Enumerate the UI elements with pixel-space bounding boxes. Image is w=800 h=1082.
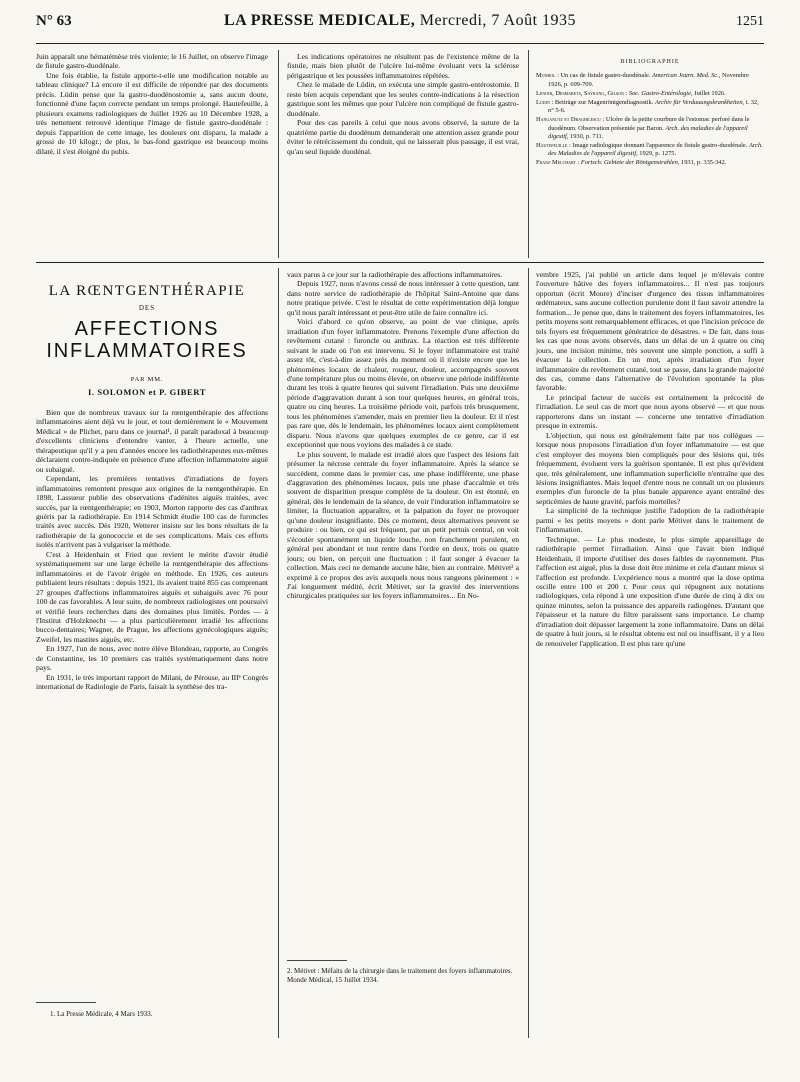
bib-src: Arch. des maladies de l'appareil digestif [548,124,748,140]
article-title-des: DES [138,304,156,312]
bib-author: Monrol [536,72,556,80]
bib-src: Arch. des Maladies de l'appareil digestif [548,142,763,158]
bib-author: Lenoir, Desmarets, Sayrang, Gilson [536,89,624,97]
column-divider [278,268,279,1038]
bibliography-entry [536,90,764,98]
bib-tail: , t. 32, n° 5-6. [548,99,759,115]
article-column-2 [287,270,519,601]
bibliography-list [536,72,764,167]
bibliography-entry [536,116,764,141]
bib-src: Soc. Gastro-Entérologie [628,89,691,97]
paragraph: vembre 1925, j'ai publié un article dans lequel je m'élevais contre l'ouverture hâtive des foyers inflammatoires... Il n'est pas toujours opportun (écrit Moure) d'inciser d'urgence des tissus inflammatoires œdémateux, sans aucune collection purulente dont il faut savoir attendre la formation... Je pense que, dans le traitement des foyers inflammatoires, les petits moyens sont remarquablement efficaces, et que l'incision précoce de tels foyers est fréquemment génératrice de désastres. » De fait, dans tous les cas que nous avons observés, dans un délai de un à quatre ou cinq jours, une incision minime, très souvent une simple ponction, a suffi à évacuer la collection. En un mot, après irradiation d'un foyer inflammatoire du revêtement cutané, tout se passe, dans la grande majorité des cas, comme dans l'alternative de l'évolution spontanée la plus favorable. [536,270,764,393]
bib-tail: , Juillet 1926. [690,89,726,97]
issue-number: N° 63 [36,13,72,29]
bib-src: American Journ. Med. Sc. [652,72,719,80]
paragraph: Le plus souvent, le malade est irradié alors que l'aspect des lésions fait présumer la nécrose centrale du foyer inflammatoire. Après la séance se succèdent, comme dans le premier cas, une phase indifférente, une phase d'aggravation des phénomènes locaux, puis une phase d'accalmie et très souvent de disparition presque complète de la douleur. On est étonné, en général, dès le lendemain de la séance, de voir l'induration inflammatoire se limiter, la fluctuation apparaître, et la palpation du foyer ne provoquer qu'une douleur insignifiante. Dès ce moment, deux alternatives peuvent se produire : ou bien, ce qui est fréquent, par un petit pertuis central, on voit s'écouler spontanément un liquide louche, non franchement purulent, en général peu abondant et tout rentre dans l'ordre en deux, trois ou quatre jours; ou bien, on perçoit une fluctuation : il faut songer à évacuer la collection. Mais ceci ne demande aucune hâte, bien au contraire. Métivet² a exprimé à ce propos des avis auxquels nous nous rangeons pleinement : « J'ai longuement médité, écrit Métivet, sur la gravité des interventions chirurgicales pratiquées sur les foyers inflammatoires... En No- [287,449,519,601]
article-title-line1: LA RŒNTGENTHÉRAPIE [48,283,246,299]
footnote-rule [36,1002,96,1003]
bib-text: : [623,89,629,97]
bib-tail: , 1931, p. 335-342. [677,159,727,167]
paragraph: Bien que de nombreux travaux sur la rœntgenthérapie des affections inflammatoires aient déjà vu le jour, et tout dernièrement le « Mouvement Médical » de Plichet, paru dans ce journal¹, il paraît paradoxal à beaucoup d'excellents cliniciens d'entendre vanter, à l'heure actuelle, une thérapeutique qu'il y a peu d'années encore les radiothérapeutes eux-mêmes déclaraient contre-indiquée en présence d'une affection inflammatoire aiguë ou subaiguë. [36,408,268,474]
bib-tail: , 1929, p. 1275. [636,150,677,158]
bib-text: : Image radiologique donnant l'apparence de fistule gastro-duodénale. [567,142,749,150]
bib-text: : [575,159,581,167]
paragraph: Pour des cas pareils à celui que nous avons observé, la suture de la quatrième partie du duodénum demanderait une attention assez grande pour éviter le rétrécissement du conduit, qui ne laisserait plus passage, il est vrai, qu'au seul liquide duodénal. [287,118,519,156]
header-rule [36,43,764,44]
article-title-block [42,283,252,397]
top-column-2 [287,52,519,156]
paragraph: Les indications opératoires ne résultent pas de l'existence même de la fistule, mais bien plutôt de l'ulcère lui-même évoluant vers la sclérose périgastrique et les poussées inflammatoires répétées. [287,52,519,80]
column-divider [278,50,279,258]
running-title [224,12,576,30]
article-column-1 [36,408,268,692]
journal-name: LA PRESSE MEDICALE, [223,12,416,29]
paragraph: En 1927, l'un de nous, avec notre élève Blondeau, rapporte, au Congrès de Constantine, les 10 premiers cas traités systématiquement dans notre pays. [36,644,268,673]
bib-author: Hanganutz et Draghilescu [536,116,601,124]
bib-text: : Un cas de fistule gastro-duodénale. [555,72,653,80]
bib-tail: , 1930, p. 711. [566,132,604,140]
article-title-word1: AFFECTIONS [74,318,220,340]
bib-author: Lüdin [536,99,550,107]
paragraph: L'objection, qui nous est généralement faite par nos collègues — lorsque nous proposons l'irradiation d'un foyer inflammatoire — est que c'est employer des moyens bien compliqués pour des lésions qui, très fréquemment, évoluent vers la guérison spontanée. Il est plus qu'évident que, très généralement, une inflammation superficielle n'entraîne que des lésions insignifiantes. Mais lequel d'entre nous ne connaît un ou plusieurs exemples d'un furoncle de la plus banale apparence ayant entraîné des septicémies de haute gravité, parfois mortelles? [536,430,764,506]
bib-src: Fortsch. Gebiete der Röntgenstrahlen [580,159,678,167]
bib-text: : Ulcère de la petite courbure de l'estomac perforé dans le duodénum. Observation présentée par Baron. [548,116,750,132]
page-header [36,12,764,42]
paragraph: Chez le malade de Lüdin, on exécuta une simple gastro-entérostomie. Il reste bien acquis cependant que les seules contre-indications à la résection gastrique sont les mêmes que pour l'ulcère non compliqué de fistule gastro-duodénale. [287,80,519,118]
paragraph: Depuis 1927, nous n'avons cessé de nous intéresser à cette question, tant dans notre service de radiothérapie de l'hôpital Saint-Antoine que dans notre pratique privée. C'est le résultat de cette expérimentation déjà longue qu'il nous paraît intéressant et peut-être utile de faire connaître ici. [287,279,519,317]
page-number: 1251 [735,14,764,29]
bibliography-entry [536,142,764,158]
paragraph: La simplicité de la technique justifie l'adoption de la radiothérapie parmi « les petits moyens » dont parle Métivet dans le traitement de l'inflammation. [536,506,764,535]
paragraph: Le principal facteur de succès est certainement la précocité de l'irradiation. Le seul cas de mort que nous ayons observé — et que nous rapporterons dans un instant — concerne une tentative d'irradiation presque in extremis. [536,392,764,431]
footnote-2: 2. Métivet : Méfaits de la chirurgie dans le traitement des foyers inflammatoires. Monde Médical, 15 Juillet 1934. [287,967,513,984]
article-authors: I. SOLOMON et P. GIBERT [87,387,207,397]
article-par: PAR MM. [130,376,164,383]
section-rule [36,262,764,263]
bib-src: Archiv für Verdauungskrankheiten [654,99,743,107]
column-divider [528,268,529,1038]
footnote-1: 1. La Presse Médicale, 4 Mars 1933. [50,1010,153,1018]
paragraph: Cependant, les premières tentatives d'irradiations de foyers inflammatoires remontent presque aux origines de la rœntgenthérapie. En 1898, Lassueur publie des observations d'adénites aiguës traitées, avec succès, par la rœntgenthérapie; en 1903, Morton rapporte des cas d'anthrax guéris par la radiothérapie. En 1914 Schmidt étudie 100 cas de furoncles traités avec succès. Dès 1920, Wetterer insiste sur les bons résultats de la radiothérapie de la gonococcie et de ses complications. Mais ces efforts isolés n'arrivent pas à vulgariser la méthode. [36,474,268,550]
issue-date: Mercredi, 7 Août 1935 [419,12,577,29]
paragraph: vaux parus à ce jour sur la radiothérapie des affections inflammatoires. [287,270,503,279]
bibliography-entry [536,99,764,115]
bib-author: Hautefeuille [536,142,568,150]
bibliography-entry [536,72,764,88]
bibliography-entry [536,159,764,167]
paragraph: En 1931, le très important rapport de Milani, de Pérouse, au IIIᵉ Congrès international de Radiologie de Paris, faisait la synthèse des tra- [36,672,268,692]
bib-text: : Beiträge zur Magenröntgendiagnostik. [549,99,655,107]
paragraph: Voici d'abord ce qu'on observe, au point de vue clinique, après irradiation d'un foyer inflammatoire. Prenons l'exemple d'une affection du revêtement cutané : furoncle ou anthrax. La réaction est très différente suivant le stade où l'on est intervenu. Si le foyer inflammatoire est traité assez tôt, c'est-à-dire assez près du moment où il n'existe encore que les phénomènes locaux de chaleur, rougeur, douleur, accompagnés souvent d'une température plus ou moins élevée, on observe une période indifférente durant les trois à quatre heures qui suivent l'irradiation. Puis une deuxième période d'aggravation durant à son tour quelques heures, en général trois, quatre ou cinq heures. La troisième période voit, parfois très brusquement, tous les phénomènes s'amender, mais en premier lieu la douleur. Et il n'est pas rare que, dès le lendemain, les phénomènes locaux aient complètement disparu. Nous n'avons que quelques exemples de ce genre, car il est exceptionnel que nous voyions des malades à ce stade. [287,317,519,450]
bibliography [536,58,764,169]
column-divider [528,50,529,258]
paragraph: C'est à Heidenhain et Fried que revient le mérite d'avoir étudié systématiquement sur une large échelle la rœntgenthérapie des affections inflammatoires et de l'avoir érigée en méthode. En 1926, ces auteurs publiaient leurs résultats : depuis 1921, ils avaient traité 855 cas comprenant 27 groupes d'affections inflammatoires aiguës et subaiguës avec 76 pour 100 de cas favorables. A leur suite, de nombreux radiologistes ont poursuivi et vérifié leurs recherches dans des domaines plus limités. Pordes — à l'Institut d'Holzknecht — a plus particulièrement irradié les affections bucco-dentaires; Wagner, de Prague, les affections gynécologiques aiguës; Zweifel, les mastites aiguës, etc. [36,549,268,644]
footnote-rule [287,960,347,961]
bibliography-title: BIBLIOGRAPHIE [620,59,680,65]
article-title-word2: INFLAMMATOIRES [46,340,248,362]
article-column-3 [536,270,764,648]
article-title-main [42,318,252,362]
bib-tail: , Novembre 1926, p. 699-709. [548,72,749,88]
paragraph: Une fois établie, la fistule apporte-t-elle une modification notable au tableau clinique? Là encore il est difficile de répondre par des documents précis. Lüdin pense que la gastro-duodénostomie a, sans aucun doute, fonctionné d'une façon correcte pendant un temps prolongé. Hautefeuille, à plusieurs examens radiologiques de Juillet 1926 au 10 Décembre 1928, a très nettement retrouvé identique l'image de fistule gastro-duodénale : depuis l'apparition de cette image, les douleurs ont disparu, la malade a grossi de 10 kilogr.; de plus, le bas-fond gastrique est beaucoup moins dilaté, il s'est éloigné du pubis. [36,70,268,156]
paragraph: Technique. — Le plus modeste, le plus simple appareillage de radiothérapie permet l'irradiation. Ainsi que l'avait bien indiqué Heidenhain, il importe d'utiliser des doses faibles de rayonnement. Plus l'affection est aiguë, plus la dose doit être minime et cela d'autant mieux si l'affection est profonde. L'expérience nous a montré que la dose optima oscille entre 100 et 200 r. Pour ceux qui répugnent aux notations radiologiques, cela répond à une exposition d'une durée de cinq à dix ou quinze minutes, selon la puissance des appareils radiogènes. D'autant que l'épaisseur et la nature du filtre paraissent sans importance. Le champ d'irradiation doit dépasser largement la zone inflammatoire. Dans un délai de quatre à huit jours, si le résultat obtenu est nul ou insuffisant, il y a lieu de renouveler l'application. Il est plus rare qu'une [536,534,764,648]
bib-author: Franz Melchart [536,159,576,167]
top-column-1 [36,52,268,156]
paragraph: Juin apparaît une hématémèse très violente; le 16 Juillet, on observe l'image de fistule gastro-duodénale. [36,52,268,71]
